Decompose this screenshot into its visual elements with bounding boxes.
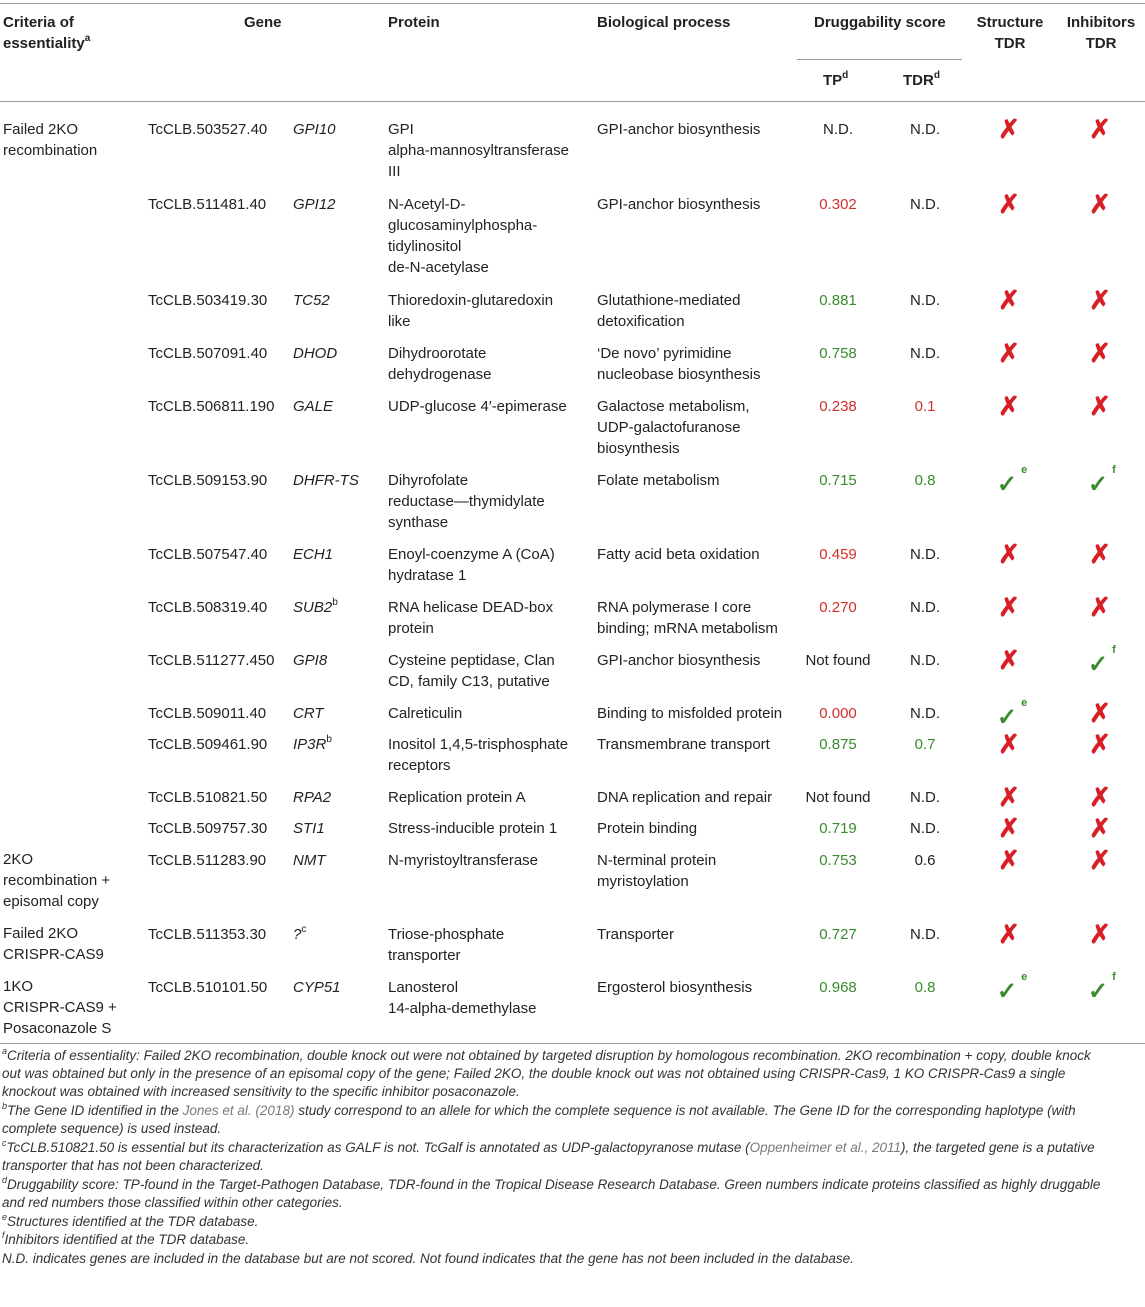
gene-symbol	[293, 650, 327, 671]
structure-cross-icon	[994, 731, 1024, 757]
gene-symbol	[293, 396, 333, 417]
protein-line: CD, family C13, putative	[388, 673, 550, 690]
inhibitors-footnote-mark: f	[1112, 644, 1116, 656]
reference-link-jones[interactable]: Jones et al. (2018)	[182, 1103, 295, 1118]
protein-name	[388, 650, 555, 692]
structure-mark: ✗	[998, 539, 1020, 569]
gene-id: TcCLB.511283.90	[148, 852, 267, 869]
footnote-f: $^f$Inhibitors identified at the TDR database.	[2, 1229, 250, 1247]
structure-mark: ✗	[998, 919, 1020, 949]
inhibitors-cross-icon	[1085, 340, 1115, 366]
footnote-d: $^d$Druggability score: TP-found in the Target-Pathogen Database, TDR-found in the Tropical Disease Research Database. Green numbers indicate proteins classified as highly druggable and red numbers those classified within other categories.	[2, 1174, 1101, 1210]
druggability-rule	[797, 59, 962, 60]
gene-symbol	[293, 734, 332, 755]
structure-check-icon	[997, 697, 1028, 731]
inhibitors-mark: ✗	[1089, 813, 1111, 843]
biological-process	[597, 650, 760, 671]
process-line: ‘De novo’ pyrimidine	[597, 345, 732, 362]
protein-line: transporter	[388, 947, 461, 964]
protein-line: like	[388, 313, 411, 330]
protein-line: protein	[388, 620, 434, 637]
gene-symbol-text: GPI8	[293, 652, 328, 669]
biological-process	[597, 703, 782, 724]
protein-line: Triose-phosphate	[388, 926, 505, 943]
structure-cross-icon	[994, 921, 1024, 947]
gene-symbol	[293, 343, 337, 364]
protein-line: dehydrogenase	[388, 366, 492, 383]
header-rule	[0, 101, 1145, 102]
protein-line: alpha-mannosyltransferase	[388, 142, 569, 159]
process-line: Glutathione-mediated	[597, 292, 741, 309]
structure-mark: ✗	[998, 782, 1020, 812]
biological-process	[597, 734, 770, 755]
header-tp: $TP^d$	[823, 70, 849, 89]
inhibitors-cross-icon	[1085, 815, 1115, 841]
tdr-score: N.D.	[910, 546, 940, 563]
protein-name	[388, 703, 462, 724]
gene-symbol-text: SUB2	[293, 599, 333, 616]
criteria-2ko-episomal: 2KO recombination + episomal copy	[3, 851, 111, 910]
gene-symbol	[293, 119, 336, 140]
structure-mark: ✓	[997, 471, 1018, 498]
biological-process	[597, 787, 772, 808]
structure-mark: ✗	[998, 813, 1020, 843]
gene-symbol-text: DHOD	[293, 345, 338, 362]
protein-line: N-myristoyltransferase	[388, 852, 539, 869]
gene-id: TcCLB.511481.40	[148, 196, 267, 213]
inhibitors-mark: ✗	[1089, 919, 1111, 949]
process-line: RNA polymerase I core	[597, 599, 752, 616]
gene-id: TcCLB.503419.30	[148, 292, 268, 309]
biological-process	[597, 119, 760, 140]
gene-symbol-text: TC52	[293, 292, 330, 309]
inhibitors-check-icon	[1088, 971, 1116, 1005]
tdr-score: N.D.	[910, 652, 940, 669]
tdr-score: N.D.	[910, 820, 940, 837]
process-line: Protein binding	[597, 820, 698, 837]
header-druggability: Druggability score	[814, 14, 946, 31]
structure-mark: ✓	[997, 704, 1018, 731]
process-line: detoxification	[597, 313, 685, 330]
gene-symbol-text: NMT	[293, 852, 326, 869]
structure-check-icon	[997, 971, 1028, 1005]
protein-name	[388, 818, 557, 839]
gene-symbol	[293, 924, 306, 945]
biological-process	[597, 343, 760, 385]
gene-id: TcCLB.507091.40	[148, 345, 268, 362]
structure-cross-icon	[994, 847, 1024, 873]
tp-score: 0.270	[819, 599, 857, 616]
protein-line: Dihydroorotate	[388, 345, 487, 362]
criteria-failed-2ko-crispr: Failed 2KO CRISPR-CAS9	[3, 925, 104, 963]
structure-cross-icon	[994, 647, 1024, 673]
gene-symbol	[293, 544, 333, 565]
protein-name	[388, 194, 537, 278]
process-line: nucleobase biosynthesis	[597, 366, 761, 383]
protein-name	[388, 544, 555, 586]
gene-id: TcCLB.509153.90	[148, 472, 268, 489]
protein-line: reductase—thymidylate	[388, 493, 545, 510]
inhibitors-mark: ✗	[1089, 592, 1111, 622]
protein-line: glucosaminylphospha-	[388, 217, 538, 234]
protein-line: Calreticulin	[388, 705, 463, 722]
biological-process	[597, 290, 740, 332]
footnote-a: $^a$Criteria of essentiality: Failed 2KO recombination, double knock out were not obtained by targeted disruption by homologous recombination. 2KO recombination + copy, double knock out was obtained but only in the presence of an episomal copy of the gene; Failed 2KO, the double knock out was not obtained using CRISPR-Cas9, 1 KO CRISPR-Cas9 a single knockout was obtained with increased sensitivity to the specific inhibitor posaconazole.	[2, 1045, 1091, 1099]
biological-process	[597, 470, 720, 491]
protein-name	[388, 396, 567, 417]
footnote-b: $^b$The Gene ID identified in the Jones et al. (2018) study correspond to an allele for which the complete sequence is not available. The Gene ID for the corresponding haplotype (with complete sequence) is used instead.	[2, 1100, 1076, 1136]
header-criteria: Criteria of essentiality$^a$	[3, 14, 91, 52]
inhibitors-mark: ✗	[1089, 189, 1111, 219]
structure-mark: ✗	[998, 114, 1020, 144]
structure-cross-icon	[994, 393, 1024, 419]
gene-symbol-text: GALE	[293, 398, 334, 415]
gene-symbol	[293, 470, 359, 491]
tdr-score: N.D.	[910, 292, 940, 309]
inhibitors-cross-icon	[1085, 191, 1115, 217]
inhibitors-cross-icon	[1085, 541, 1115, 567]
structure-cross-icon	[994, 815, 1024, 841]
structure-cross-icon	[994, 340, 1024, 366]
tdr-score: N.D.	[910, 345, 940, 362]
inhibitors-cross-icon	[1085, 847, 1115, 873]
biological-process	[597, 977, 752, 998]
tp-score: Not found	[805, 789, 871, 806]
header-inhibitors: Inhibitors TDR	[1066, 14, 1136, 52]
gene-symbol-text: GPI12	[293, 196, 336, 213]
structure-cross-icon	[994, 541, 1024, 567]
gene-symbol-text: CRT	[293, 705, 324, 722]
process-line: GPI-anchor biosynthesis	[597, 121, 761, 138]
structure-cross-icon	[994, 594, 1024, 620]
protein-line: synthase	[388, 514, 449, 531]
gene-symbol	[293, 194, 336, 215]
structure-mark: ✗	[998, 285, 1020, 315]
process-line: Binding to misfolded protein	[597, 705, 783, 722]
process-line: N-terminal protein	[597, 852, 717, 869]
structure-cross-icon	[994, 116, 1024, 142]
tp-score: 0.875	[819, 736, 857, 753]
inhibitors-check-icon	[1088, 644, 1116, 678]
tdr-score: 0.8	[914, 472, 936, 489]
inhibitors-cross-icon	[1085, 921, 1115, 947]
tp-score: 0.459	[819, 546, 857, 563]
inhibitors-mark: ✓	[1088, 651, 1109, 678]
footnote-c: $^c$TcCLB.510821.50 is essential but its characterization as GALF is not. TcGalf is annotated as UDP-galactopyranose mutase (Oppenheimer et al., 2011), the targeted gene is a putative transporter that has not been characterized.	[2, 1137, 1095, 1173]
header-gene: Gene	[244, 14, 282, 31]
tp-score: 0.302	[819, 196, 857, 213]
protein-name	[388, 924, 504, 966]
gene-symbol	[293, 597, 338, 618]
tp-score: 0.881	[819, 292, 857, 309]
criteria-failed-2ko-recombination: Failed 2KO recombination	[3, 121, 98, 159]
tdr-score: N.D.	[910, 196, 940, 213]
tdr-score: N.D.	[910, 121, 940, 138]
tdr-score: N.D.	[910, 789, 940, 806]
structure-mark: ✗	[998, 189, 1020, 219]
process-line: UDP-galactofuranose	[597, 419, 741, 436]
tp-score: N.D.	[823, 121, 853, 138]
tdr-score: N.D.	[910, 599, 940, 616]
protein-line: Lanosterol	[388, 979, 459, 996]
structure-cross-icon	[994, 191, 1024, 217]
inhibitors-mark: ✗	[1089, 729, 1111, 759]
structure-footnote-mark: e	[1021, 464, 1028, 476]
protein-name	[388, 977, 536, 1019]
structure-footnote-mark: e	[1021, 971, 1028, 983]
gene-id: TcCLB.510821.50	[148, 789, 268, 806]
protein-name	[388, 734, 568, 776]
gene-id: TcCLB.509011.40	[148, 705, 267, 722]
protein-line: receptors	[388, 757, 451, 774]
gene-symbol	[293, 290, 330, 311]
inhibitors-footnote-mark: f	[1112, 464, 1116, 476]
protein-line: N-Acetyl-D-	[388, 196, 466, 213]
header-tdr: TDR$^d$	[903, 70, 940, 89]
biological-process	[597, 396, 750, 459]
tdr-score: N.D.	[910, 926, 940, 943]
inhibitors-cross-icon	[1085, 731, 1115, 757]
gene-id: TcCLB.511277.450	[148, 652, 275, 669]
protein-name	[388, 119, 569, 182]
tp-score: 0.968	[819, 979, 857, 996]
structure-mark: ✗	[998, 845, 1020, 875]
process-line: Folate metabolism	[597, 472, 720, 489]
gene-symbol-text: ECH1	[293, 546, 334, 563]
gene-id: TcCLB.503527.40	[148, 121, 268, 138]
structure-footnote-mark: e	[1021, 697, 1028, 709]
protein-name	[388, 850, 538, 871]
structure-cross-icon	[994, 784, 1024, 810]
protein-line: UDP-glucose 4′-epimerase	[388, 398, 567, 415]
biological-process	[597, 544, 760, 565]
inhibitors-check-icon	[1088, 464, 1116, 498]
header-structure: Structure TDR	[976, 14, 1044, 52]
process-line: Fatty acid beta oxidation	[597, 546, 760, 563]
gene-id: TcCLB.509757.30	[148, 820, 268, 837]
tdr-score: 0.1	[914, 398, 936, 415]
protein-name	[388, 290, 553, 332]
process-line: Galactose metabolism,	[597, 398, 750, 415]
gene-id: TcCLB.507547.40	[148, 546, 268, 563]
tp-score: Not found	[805, 652, 871, 669]
tp-score: 0.758	[819, 345, 857, 362]
tdr-score: 0.7	[914, 736, 936, 753]
process-line: Ergosterol biosynthesis	[597, 979, 753, 996]
gene-symbol-text: GPI10	[293, 121, 336, 138]
inhibitors-mark: ✗	[1089, 391, 1111, 421]
tp-score: 0.000	[819, 705, 857, 722]
gene-symbol-text: CYP51	[293, 979, 341, 996]
footnote-nd: N.D. indicates genes are included in the database but are not scored. Not found indicates that the gene has not been included in the database.	[2, 1251, 854, 1266]
tp-score: 0.727	[819, 926, 857, 943]
protein-name	[388, 343, 491, 385]
footnote-e: $^e$Structures identified at the TDR database.	[2, 1211, 259, 1229]
protein-line: Thioredoxin-glutaredoxin	[388, 292, 554, 309]
protein-line: Stress-inducible protein 1	[388, 820, 558, 837]
inhibitors-cross-icon	[1085, 393, 1115, 419]
process-line: GPI-anchor biosynthesis	[597, 652, 761, 669]
gene-id: TcCLB.511353.30	[148, 926, 267, 943]
process-line: Transporter	[597, 926, 674, 943]
structure-mark: ✗	[998, 729, 1020, 759]
biological-process	[597, 194, 760, 215]
structure-check-icon	[997, 464, 1028, 498]
tdr-score: 0.8	[914, 979, 936, 996]
inhibitors-mark: ✓	[1088, 471, 1109, 498]
protein-line: tidylinositol	[388, 238, 462, 255]
protein-line: hydratase 1	[388, 567, 467, 584]
gene-symbol-text: ?	[293, 926, 302, 943]
inhibitors-cross-icon	[1085, 784, 1115, 810]
process-line: GPI-anchor biosynthesis	[597, 196, 761, 213]
protein-line: Inositol 1,4,5-trisphosphate	[388, 736, 569, 753]
gene-footnote-mark: c	[301, 924, 307, 935]
gene-id: TcCLB.508319.40	[148, 599, 268, 616]
header-process: Biological process	[597, 14, 731, 31]
inhibitors-mark: ✗	[1089, 539, 1111, 569]
gene-symbol	[293, 818, 325, 839]
gene-symbol-text: STI1	[293, 820, 325, 837]
gene-symbol-text: IP3R	[293, 736, 327, 753]
gene-id: TcCLB.510101.50	[148, 979, 268, 996]
biological-process	[597, 924, 674, 945]
protein-name	[388, 597, 553, 639]
structure-mark: ✗	[998, 645, 1020, 675]
protein-line: RNA helicase DEAD-box	[388, 599, 554, 616]
inhibitors-cross-icon	[1085, 594, 1115, 620]
process-line: myristoylation	[597, 873, 689, 890]
protein-line: Replication protein A	[388, 789, 526, 806]
inhibitors-mark: ✗	[1089, 782, 1111, 812]
protein-line: de-N-acetylase	[388, 259, 489, 276]
protein-line: Dihyrofolate	[388, 472, 469, 489]
tdr-score: N.D.	[910, 705, 940, 722]
criteria-1ko-crispr: 1KO CRISPR-CAS9 + Posaconazole S	[3, 978, 117, 1037]
protein-line: GPI	[388, 121, 414, 138]
inhibitors-cross-icon	[1085, 287, 1115, 313]
gene-symbol	[293, 703, 324, 724]
gene-symbol	[293, 850, 326, 871]
protein-name	[388, 470, 545, 533]
gene-footnote-mark: b	[332, 597, 338, 608]
protein-name	[388, 787, 526, 808]
header-protein: Protein	[388, 14, 440, 31]
tdr-score: 0.6	[914, 852, 936, 869]
top-rule	[0, 3, 1145, 4]
gene-footnote-mark: b	[326, 734, 332, 745]
gene-symbol-text: RPA2	[293, 789, 332, 806]
process-line: DNA replication and repair	[597, 789, 773, 806]
process-line: biosynthesis	[597, 440, 680, 457]
protein-line: Cysteine peptidase, Clan	[388, 652, 555, 669]
inhibitors-mark: ✗	[1089, 698, 1111, 728]
biological-process	[597, 850, 716, 892]
inhibitors-cross-icon	[1085, 700, 1115, 726]
inhibitors-mark: ✗	[1089, 845, 1111, 875]
tp-score: 0.715	[819, 472, 857, 489]
inhibitors-mark: ✗	[1089, 114, 1111, 144]
gene-symbol	[293, 977, 341, 998]
inhibitors-mark: ✗	[1089, 285, 1111, 315]
structure-mark: ✗	[998, 338, 1020, 368]
gene-symbol	[293, 787, 331, 808]
protein-line: Enoyl-coenzyme A (CoA)	[388, 546, 555, 563]
biological-process	[597, 818, 697, 839]
process-line: Transmembrane transport	[597, 736, 770, 753]
reference-link-oppenheimer[interactable]: Oppenheimer et al., 2011	[749, 1140, 902, 1155]
tp-score: 0.753	[819, 852, 857, 869]
protein-line: 14-alpha-demethylase	[388, 1000, 537, 1017]
inhibitors-cross-icon	[1085, 116, 1115, 142]
protein-line: III	[388, 163, 401, 180]
structure-mark: ✗	[998, 592, 1020, 622]
structure-cross-icon	[994, 287, 1024, 313]
tp-score: 0.238	[819, 398, 857, 415]
gene-id: TcCLB.509461.90	[148, 736, 268, 753]
process-line: binding; mRNA metabolism	[597, 620, 778, 637]
inhibitors-mark: ✓	[1088, 978, 1109, 1005]
structure-mark: ✓	[997, 978, 1018, 1005]
structure-mark: ✗	[998, 391, 1020, 421]
gene-id: TcCLB.506811.190	[148, 398, 275, 415]
tp-score: 0.719	[819, 820, 857, 837]
bottom-rule	[0, 1043, 1145, 1044]
gene-symbol-text: DHFR-TS	[293, 472, 359, 489]
inhibitors-footnote-mark: f	[1112, 971, 1116, 983]
inhibitors-mark: ✗	[1089, 338, 1111, 368]
biological-process	[597, 597, 778, 639]
